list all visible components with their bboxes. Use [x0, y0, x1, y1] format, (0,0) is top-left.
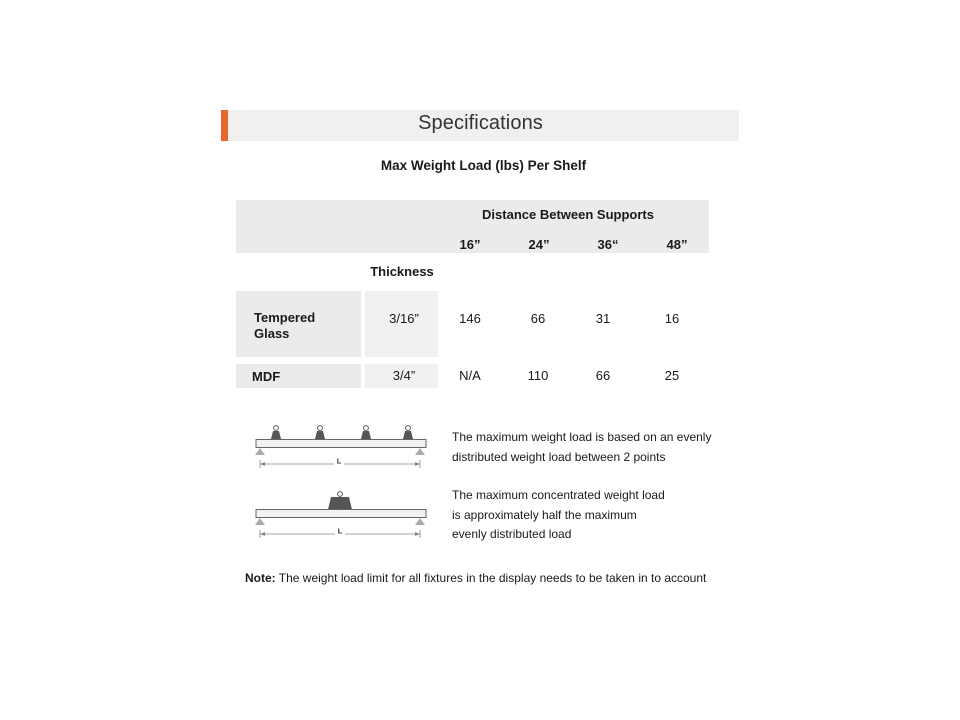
- distributed-load-description: The maximum weight load is based on an evenly distributed weight load between 2 points: [452, 430, 712, 464]
- weight-icon: [403, 426, 413, 439]
- distance-16: 16”: [459, 237, 481, 252]
- weight-icon: [328, 492, 352, 510]
- note: [245, 571, 765, 585]
- table-cell: 66: [595, 368, 611, 383]
- weight-icon: [361, 426, 371, 439]
- table-cell: 110: [527, 368, 549, 383]
- weight-icon: [271, 426, 281, 439]
- distance-header: Distance Between Supports: [482, 207, 654, 222]
- length-label: L: [337, 526, 343, 536]
- distance-36: 36“: [597, 237, 619, 252]
- concentrated-load-description: The maximum concentrated weight load is approximately half the maximum evenly distributed load: [452, 488, 665, 541]
- table-title: Max Weight Load (lbs) Per Shelf: [380, 158, 587, 173]
- table-cell: 16: [664, 311, 680, 326]
- table-cell: 146: [459, 311, 481, 326]
- distance-24: 24”: [528, 237, 550, 252]
- row-label-tempered-glass: Tempered Glass: [254, 310, 316, 341]
- table-cell: 66: [530, 311, 546, 326]
- thickness-header: Thickness: [370, 264, 434, 279]
- header-accent-bar: [221, 110, 228, 141]
- note-text: The weight load limit for all fixtures in the display needs to be taken in to account: [275, 571, 707, 585]
- page-title: Specifications: [418, 112, 543, 134]
- concentrated-load-diagram-icon: [252, 490, 432, 540]
- row-thickness: 3/16”: [389, 311, 419, 326]
- length-label: L: [336, 456, 342, 466]
- weight-icon: [315, 426, 325, 439]
- table-cell: 25: [664, 368, 680, 383]
- row-thickness: 3/4”: [392, 368, 416, 383]
- table-cell: 31: [595, 311, 611, 326]
- distance-48: 48”: [666, 237, 688, 252]
- note-label: Note:: [245, 571, 276, 585]
- distributed-load-diagram-icon: [252, 420, 432, 470]
- table-cell: N/A: [459, 368, 481, 383]
- row-label-mdf: MDF: [252, 369, 281, 384]
